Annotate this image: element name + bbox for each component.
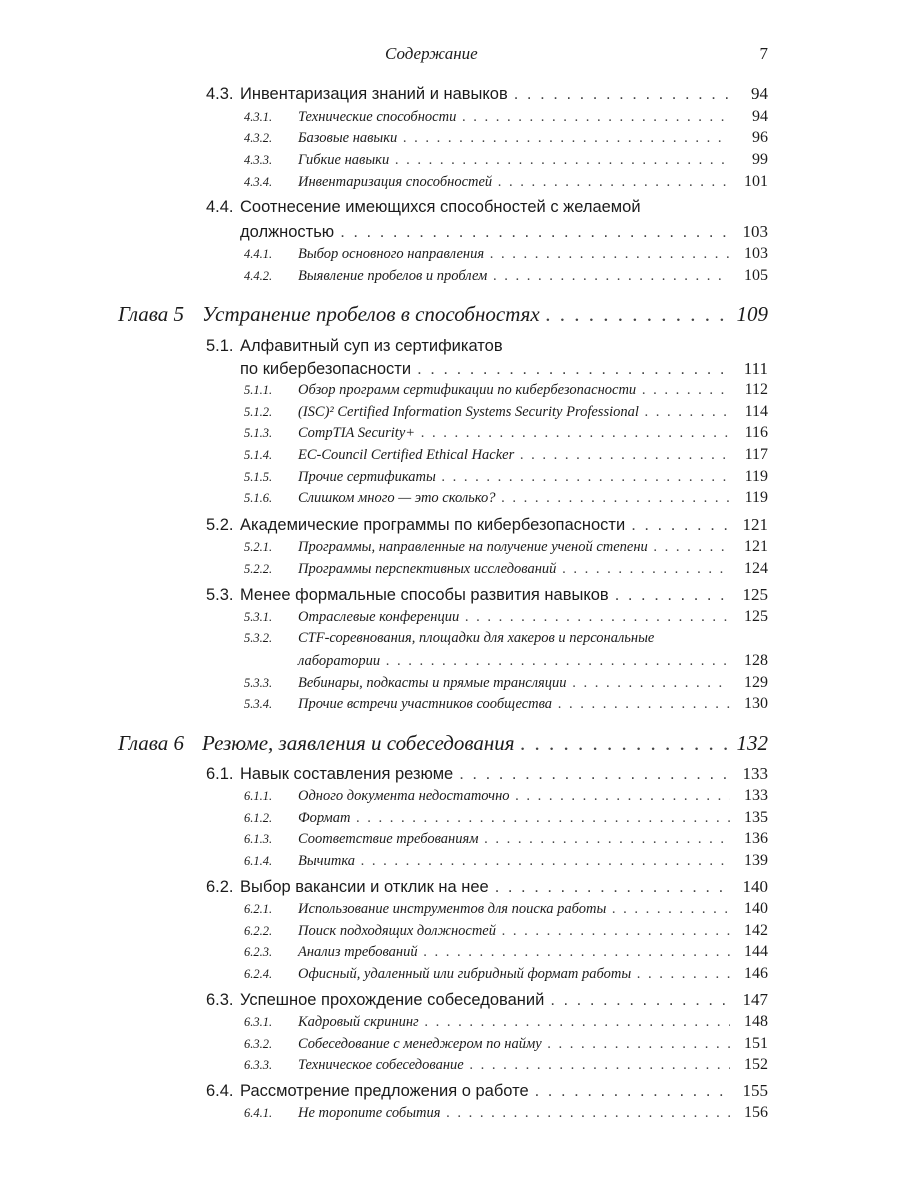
toc-line <box>244 108 768 126</box>
dot-leader <box>558 696 730 713</box>
entry-number: 5.1.4. <box>244 448 273 462</box>
toc-line <box>244 245 768 263</box>
entry-number: 6.4.1. <box>244 1106 273 1120</box>
entry-page-number: 155 <box>742 1081 768 1100</box>
entry-title: Технические способности <box>298 109 457 125</box>
entry-title: Использование инструментов для поиска работы <box>298 901 607 917</box>
toc-line <box>206 990 768 1010</box>
entry-page-number: 156 <box>744 1104 768 1121</box>
dot-leader <box>550 991 730 1010</box>
toc-line <box>244 267 768 285</box>
toc-line <box>244 787 768 805</box>
entry-title: CompTIA Security+ <box>298 425 416 441</box>
dot-leader <box>642 382 730 399</box>
entry-number: 5.2. <box>206 516 234 534</box>
entry-title: Базовые навыки <box>298 130 398 146</box>
toc-line <box>244 489 768 507</box>
toc-line <box>244 1035 768 1053</box>
entry-page-number: 142 <box>744 922 768 939</box>
dot-leader <box>645 404 730 421</box>
dot-leader <box>612 901 730 918</box>
toc-line <box>244 852 768 870</box>
toc-line <box>244 446 768 464</box>
entry-title: Офисный, удаленный или гибридный формат работы <box>298 966 632 982</box>
entry-title: Инвентаризация знаний и навыков <box>240 85 508 103</box>
entry-number: 6.4. <box>206 1082 234 1100</box>
toc-line <box>244 151 768 169</box>
entry-page-number: 135 <box>744 809 768 826</box>
toc-line <box>206 222 768 242</box>
entry-number: 6.3.2. <box>244 1037 273 1051</box>
toc-line <box>244 608 768 626</box>
entry-title: CTF-соревнования, площадки для хакеров и персональные <box>298 630 655 646</box>
dot-leader <box>395 152 730 169</box>
dot-leader <box>484 831 730 848</box>
entry-page-number: 99 <box>752 151 768 168</box>
dot-leader <box>573 675 730 692</box>
header-title: Содержание <box>385 44 478 63</box>
dot-leader <box>459 765 730 784</box>
entry-number: 4.3.3. <box>244 153 273 167</box>
toc-line <box>244 173 768 191</box>
entry-title: по кибербезопасности <box>240 360 412 378</box>
dot-leader <box>615 586 730 605</box>
entry-title: Формат <box>298 810 351 826</box>
entry-number: 6.2. <box>206 878 234 896</box>
running-header <box>0 44 900 70</box>
entry-page-number: 125 <box>742 585 768 604</box>
entry-number: 5.3.1. <box>244 610 273 624</box>
toc-line <box>244 1104 768 1122</box>
dot-leader <box>514 85 730 104</box>
entry-number: 5.2.2. <box>244 562 273 576</box>
entry-title: Не торопите события <box>298 1105 441 1121</box>
entry-page-number: 111 <box>743 359 768 378</box>
dot-leader <box>417 360 730 379</box>
entry-title: Выбор основного направления <box>298 246 485 262</box>
entry-number: 6.3.3. <box>244 1058 273 1072</box>
entry-page-number: 121 <box>742 515 768 534</box>
toc-line <box>244 424 768 442</box>
entry-page-number: 152 <box>744 1056 768 1073</box>
toc-line <box>244 674 768 692</box>
entry-number: 5.3.4. <box>244 697 273 711</box>
entry-number: 4.3. <box>206 85 234 103</box>
entry-page-number: 140 <box>742 877 768 896</box>
dot-leader <box>462 109 730 126</box>
dot-leader <box>631 516 730 535</box>
entry-title: Рассмотрение предложения о работе <box>240 1082 529 1100</box>
entry-title: Выбор вакансии и отклик на нее <box>240 878 489 896</box>
toc-line <box>244 922 768 940</box>
entry-title: Устранение пробелов в способностях <box>202 302 540 326</box>
dot-leader <box>498 174 730 191</box>
entry-number: 5.1.1. <box>244 383 273 397</box>
toc-line <box>206 515 768 535</box>
entry-title: Гибкие навыки <box>298 152 390 168</box>
entry-title: Отраслевые конференции <box>298 609 460 625</box>
entry-page-number: 140 <box>744 900 768 917</box>
toc-line <box>206 198 768 217</box>
entry-number: 6.2.2. <box>244 924 273 938</box>
entry-page-number: 109 <box>736 302 768 326</box>
toc-line <box>244 468 768 486</box>
entry-number: 4.4.1. <box>244 247 273 261</box>
toc-line <box>244 630 768 647</box>
entry-number: 6.1.3. <box>244 832 273 846</box>
entry-number: 4.3.2. <box>244 131 273 145</box>
dot-leader <box>442 469 730 486</box>
entry-number: 5.3. <box>206 586 234 604</box>
entry-page-number: 112 <box>744 381 768 398</box>
entry-page-number: 114 <box>744 403 768 420</box>
toc-line <box>244 538 768 556</box>
toc-line <box>206 764 768 784</box>
dot-leader <box>361 853 730 870</box>
dot-leader <box>340 223 730 242</box>
dot-leader <box>403 130 730 147</box>
toc-line <box>244 560 768 578</box>
entry-page-number: 119 <box>744 489 768 506</box>
entry-number: 6.3.1. <box>244 1015 273 1029</box>
entry-title: Кадровый скрининг <box>298 1014 419 1030</box>
entry-page-number: 119 <box>744 468 768 485</box>
entry-page-number: 117 <box>744 446 768 463</box>
entry-number: Глава 6 <box>118 731 184 755</box>
entry-title: Анализ требований <box>298 944 418 960</box>
entry-page-number: 139 <box>744 852 768 869</box>
toc-line <box>244 830 768 848</box>
toc-line <box>244 943 768 961</box>
entry-page-number: 146 <box>744 965 768 982</box>
entry-page-number: 103 <box>744 245 768 262</box>
entry-title: Академические программы по кибербезопасности <box>240 516 626 534</box>
entry-number: 5.1.5. <box>244 470 273 484</box>
toc-line <box>244 695 768 713</box>
entry-number: 6.1.2. <box>244 811 273 825</box>
toc-line <box>206 877 768 897</box>
entry-title: Слишком много — это сколько? <box>298 490 496 506</box>
toc-line <box>206 84 768 104</box>
header-page-number: 7 <box>759 44 768 63</box>
entry-title: Собеседование с менеджером по найму <box>298 1036 542 1052</box>
entry-number: 6.1. <box>206 765 234 783</box>
entry-page-number: 147 <box>742 990 768 1009</box>
entry-title: Программы, направленные на получение ученой степени <box>298 539 648 555</box>
entry-page-number: 103 <box>742 222 768 241</box>
entry-page-number: 94 <box>752 108 768 125</box>
entry-page-number: 128 <box>744 652 768 669</box>
toc-line <box>118 731 768 756</box>
entry-page-number: 124 <box>744 560 768 577</box>
entry-page-number: 133 <box>742 764 768 783</box>
toc-line <box>244 1013 768 1031</box>
entry-page-number: 129 <box>744 674 768 691</box>
entry-title: Выявление пробелов и проблем <box>298 268 488 284</box>
toc-line <box>118 302 768 327</box>
toc-line <box>244 809 768 827</box>
dot-leader <box>490 246 730 263</box>
entry-title: Прочие сертификаты <box>298 469 436 485</box>
dot-leader <box>495 878 730 897</box>
entry-page-number: 133 <box>744 787 768 804</box>
toc-line <box>244 965 768 983</box>
entry-title: Обзор программ сертификации по кибербезопасности <box>298 382 637 398</box>
dot-leader <box>562 561 730 578</box>
dot-leader <box>465 609 730 626</box>
entry-title: Вычитка <box>298 853 355 869</box>
entry-title: Успешное прохождение собеседований <box>240 991 545 1009</box>
dot-leader <box>502 923 730 940</box>
entry-title: Резюме, заявления и собеседования <box>202 731 515 755</box>
entry-number: 6.2.4. <box>244 967 273 981</box>
entry-title: Соответствие требованиям <box>298 831 479 847</box>
dot-leader <box>516 788 730 805</box>
entry-number: 6.3. <box>206 991 234 1009</box>
dot-leader <box>425 1014 730 1031</box>
dot-leader <box>470 1057 730 1074</box>
entry-page-number: 132 <box>736 731 768 755</box>
entry-title: Навык составления резюме <box>240 765 454 783</box>
entry-number: 4.3.1. <box>244 110 273 124</box>
entry-number: 6.2.3. <box>244 945 273 959</box>
entry-number: 5.1. <box>206 337 234 355</box>
entry-number: 4.4.2. <box>244 269 273 283</box>
entry-number: 5.1.2. <box>244 405 273 419</box>
dot-leader <box>521 731 730 756</box>
entry-page-number: 125 <box>744 608 768 625</box>
entry-page-number: 130 <box>744 695 768 712</box>
entry-number: 6.2.1. <box>244 902 273 916</box>
dot-leader <box>447 1105 731 1122</box>
toc-line <box>206 585 768 605</box>
toc-line <box>244 403 768 421</box>
entry-number: 5.1.6. <box>244 491 273 505</box>
dot-leader <box>548 1036 730 1053</box>
entry-title: Техническое собеседование <box>298 1057 464 1073</box>
entry-title: Менее формальные способы развития навыков <box>240 586 609 604</box>
entry-title: Вебинары, подкасты и прямые трансляции <box>298 675 567 691</box>
dot-leader <box>502 490 731 507</box>
toc-line <box>244 381 768 399</box>
entry-title: Поиск подходящих должностей <box>298 923 496 939</box>
entry-number: 6.1.4. <box>244 854 273 868</box>
entry-title: Алфавитный суп из сертификатов <box>240 337 503 355</box>
dot-leader <box>493 268 730 285</box>
entry-page-number: 116 <box>744 424 768 441</box>
toc-line <box>206 359 768 379</box>
dot-leader <box>424 944 730 961</box>
entry-title: Программы перспективных исследований <box>298 561 557 577</box>
entry-page-number: 144 <box>744 943 768 960</box>
entry-page-number: 105 <box>744 267 768 284</box>
entry-number: 5.1.3. <box>244 426 273 440</box>
entry-page-number: 96 <box>752 129 768 146</box>
toc-line <box>206 337 768 356</box>
toc-line <box>244 129 768 147</box>
entry-page-number: 148 <box>744 1013 768 1030</box>
entry-title: (ISC)² Certified Information Systems Security Professional <box>298 404 639 420</box>
dot-leader <box>386 653 730 670</box>
entry-page-number: 136 <box>744 830 768 847</box>
entry-number: 5.3.3. <box>244 676 273 690</box>
toc-line <box>244 1056 768 1074</box>
dot-leader <box>654 539 730 556</box>
dot-leader <box>637 966 730 983</box>
entry-title: Одного документа недостаточно <box>298 788 510 804</box>
dot-leader <box>546 302 730 327</box>
entry-title: Соотнесение имеющихся способностей с желаемой <box>240 198 641 216</box>
toc-line <box>244 652 768 670</box>
dot-leader <box>520 447 730 464</box>
entry-page-number: 101 <box>744 173 768 190</box>
entry-page-number: 151 <box>744 1035 768 1052</box>
entry-title: EC-Council Certified Ethical Hacker <box>298 447 515 463</box>
entry-number: 6.1.1. <box>244 789 273 803</box>
dot-leader <box>535 1082 730 1101</box>
entry-title: лаборатории <box>298 653 381 669</box>
entry-number: 5.2.1. <box>244 540 273 554</box>
dot-leader <box>421 425 730 442</box>
entry-title: должностью <box>240 223 335 241</box>
entry-page-number: 94 <box>751 84 768 103</box>
entry-number: 5.3.2. <box>244 631 273 645</box>
entry-page-number: 121 <box>744 538 768 555</box>
toc-line <box>244 900 768 918</box>
entry-title: Инвентаризация способностей <box>298 174 493 190</box>
toc-line <box>206 1081 768 1101</box>
dot-leader <box>356 810 730 827</box>
entry-number: 4.4. <box>206 198 234 216</box>
entry-title: Прочие встречи участников сообщества <box>298 696 553 712</box>
entry-number: Глава 5 <box>118 302 184 326</box>
entry-number: 4.3.4. <box>244 175 273 189</box>
